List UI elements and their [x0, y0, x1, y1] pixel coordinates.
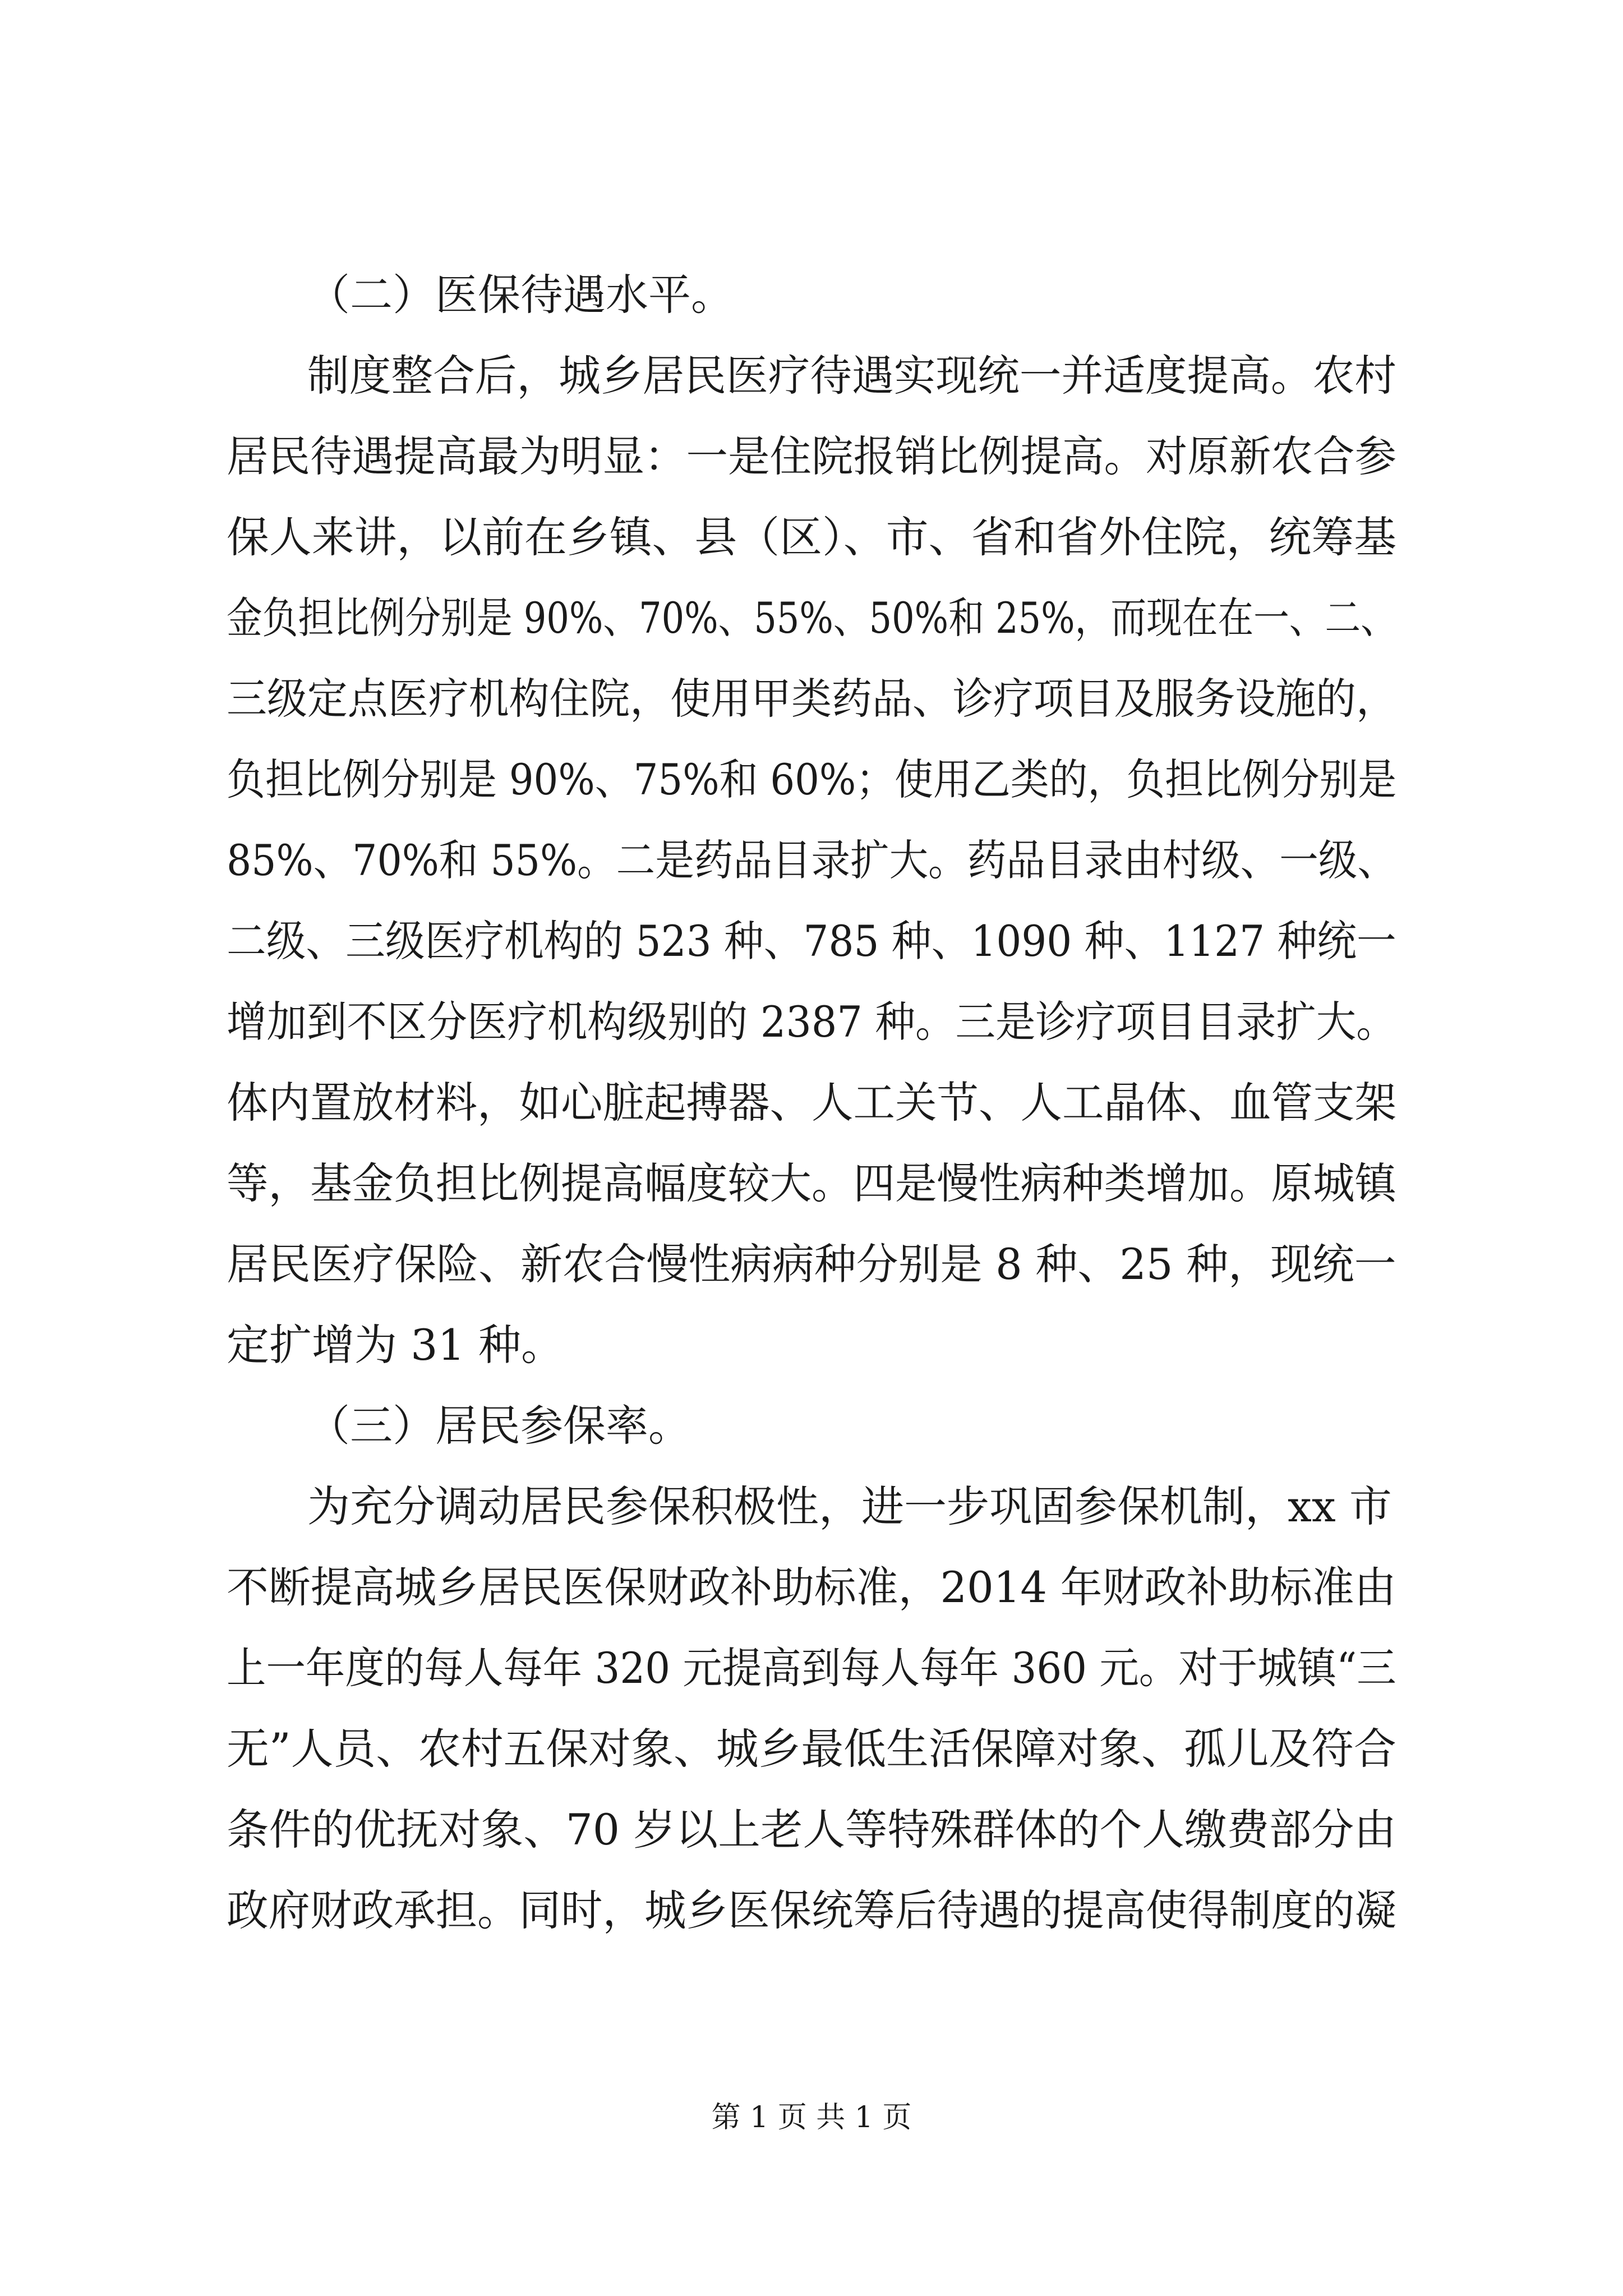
- paragraph-line: 二级、三级医疗机构的 523 种、785 种、1090 种、1127 种统一: [227, 916, 1396, 966]
- paragraph-line: 无”人员、农村五保对象、城乡最低生活保障对象、孤儿及符合: [227, 1724, 1396, 1774]
- paragraph-line: 居民医疗保险、新农合慢性病病种分别是 8 种、25 种，现统一: [227, 1239, 1396, 1289]
- paragraph-line: 定扩增为 31 种。: [227, 1320, 564, 1370]
- paragraph-line: 制度整合后，城乡居民医疗待遇实现统一并适度提高。农村: [307, 351, 1396, 401]
- paragraph-line: 增加到不区分医疗机构级别的 2387 种。三是诊疗项目目录扩大。: [227, 997, 1396, 1047]
- paragraph-line: 负担比例分别是 90%、75%和 60%；使用乙类的，负担比例分别是: [227, 754, 1397, 804]
- paragraph-line: 为充分调动居民参保积极性，进一步巩固参保机制，xx 市: [307, 1481, 1392, 1531]
- paragraph-line: 上一年度的每人每年 320 元提高到每人每年 360 元。对于城镇“三: [227, 1643, 1396, 1693]
- page-footer: 第 1 页 共 1 页: [711, 2101, 912, 2134]
- paragraph-line: 等，基金负担比例提高幅度较大。四是慢性病种类增加。原城镇: [227, 1158, 1396, 1208]
- paragraph-line: 保人来讲，以前在乡镇、县（区）、市、省和省外住院，统筹基: [227, 512, 1396, 562]
- paragraph-line: 体内置放材料，如心脏起搏器、人工关节、人工晶体、血管支架: [227, 1078, 1396, 1128]
- paragraph-line: 居民待遇提高最为明显：一是住院报销比例提高。对原新农合参: [227, 431, 1396, 481]
- paragraph-line: 85%、70%和 55%。二是药品目录扩大。药品目录由村级、一级、: [227, 835, 1396, 885]
- paragraph-line: 条件的优抚对象、70 岁以上老人等特殊群体的个人缴费部分由: [227, 1805, 1396, 1855]
- paragraph-line: 三级定点医疗机构住院，使用甲类药品、诊疗项目及服务设施的，: [227, 674, 1396, 724]
- heading-medical-benefits: （二）医保待遇水平。: [307, 270, 734, 320]
- paragraph-line: 政府财政承担。同时，城乡医保统筹后待遇的提高使得制度的凝: [227, 1885, 1396, 1935]
- paragraph-line: 金负担比例分别是 90%、70%、55%、50%和 25%，而现在在一、二、: [227, 593, 1396, 643]
- heading-enrollment-rate: （三）居民参保率。: [307, 1401, 691, 1451]
- paragraph-line: 不断提高城乡居民医保财政补助标准，2014 年财政补助标准由: [227, 1562, 1396, 1612]
